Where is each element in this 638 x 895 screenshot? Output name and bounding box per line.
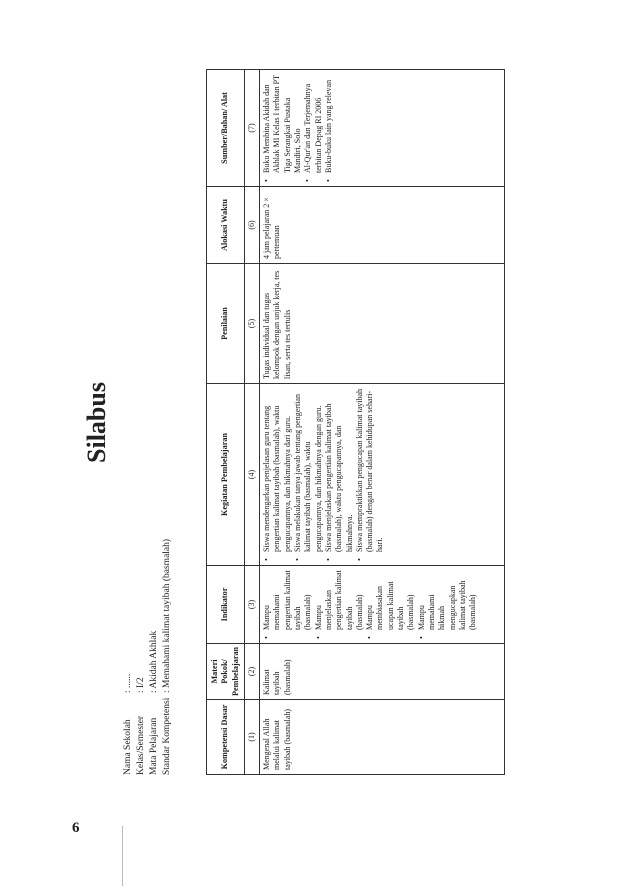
column-number: (7) bbox=[244, 70, 259, 187]
header-cell: Indikator bbox=[207, 566, 245, 644]
info-value: : ...... bbox=[123, 673, 133, 693]
info-row bbox=[161, 539, 174, 775]
cell-text: 4 jam pelajaran 2 × pertemuan bbox=[262, 197, 282, 259]
info-row bbox=[148, 539, 161, 775]
list-item: • Mampu menjelaskan pengertian kalimat tayibah (basmalah) bbox=[314, 570, 365, 630]
margin-rule bbox=[122, 826, 123, 886]
indikator-list bbox=[262, 570, 478, 639]
kegiatan-list bbox=[262, 388, 386, 561]
list-item: • Siswa menjelaskan pengertian kalimat tayibah (basmalah), waktu pengucapannya, dan hikmahnya. bbox=[324, 388, 355, 552]
materi-cell bbox=[260, 644, 505, 700]
table-row bbox=[260, 70, 505, 775]
rotated-landscape-content bbox=[72, 70, 502, 775]
column-number: (3) bbox=[244, 566, 259, 644]
list-item: • Mampu membiasakan ucapan kalimat tayibah (basmalah) bbox=[365, 570, 416, 630]
kegiatan-cell bbox=[260, 384, 505, 566]
syllabus-table bbox=[206, 69, 505, 775]
info-value: : I/2 bbox=[136, 677, 146, 693]
column-number: (1) bbox=[244, 700, 259, 775]
cell-text: Mengenal Allah melalui kalimat tayibah (basmalah) bbox=[262, 708, 292, 770]
header-cell: Kompetensi Dasar bbox=[207, 700, 245, 775]
info-row bbox=[122, 539, 135, 775]
penilaian-cell bbox=[260, 264, 505, 384]
table-header-row bbox=[207, 70, 245, 775]
column-number: (5) bbox=[244, 264, 259, 384]
column-number: (2) bbox=[244, 644, 259, 700]
info-label: Kelas/Semester bbox=[136, 715, 146, 775]
list-item: • Siswa melakukan tanya jawab tentang pengertian kalimat tayibah (basmalah), waktu pengucapannya, dan hikmahnya dengan guru. bbox=[293, 388, 324, 552]
info-value: : Akidah Akhlak bbox=[149, 630, 159, 693]
header-cell: Kegiatan Pembelajaran bbox=[207, 384, 245, 566]
cell-text: Kalimat tayibah (basmalah) bbox=[262, 659, 292, 695]
info-label: Mata Pelajaran bbox=[149, 717, 159, 775]
info-label: Nama Sekolah bbox=[123, 719, 133, 775]
kompetensi-dasar-cell bbox=[260, 700, 505, 775]
list-item: • Siswa mempraktikkan pengucapan kalimat tayibah (basmalah) dengan benar dalam kehidupan sehari-hari. bbox=[355, 388, 386, 552]
header-cell: Sumber/Bahan/ Alat bbox=[207, 70, 245, 187]
list-item: • Siswa mendengarkan penjelasan guru tentang pengertian kalimat tayibah (basmalah), waktu pengucapannya, dan hikmahnya dari guru. bbox=[262, 388, 293, 552]
header-cell: Materi Pokok/ Pembelajaran bbox=[207, 644, 245, 700]
sumber-cell bbox=[260, 70, 505, 187]
header-cell: Penilaian bbox=[207, 264, 245, 384]
column-number: (4) bbox=[244, 384, 259, 566]
info-label: Standar Kompetensi bbox=[162, 697, 172, 775]
info-value: : Memahami kalimat tayibah (basmalah) bbox=[162, 538, 172, 693]
cell-text: Tugas individual dan tugas kelompok dengan unjuk kerja, tes lisan, serta tes tertulis bbox=[262, 270, 292, 379]
sumber-list bbox=[262, 74, 334, 182]
page-title: Silabus bbox=[82, 382, 111, 463]
indikator-cell bbox=[260, 566, 505, 644]
header-cell: Alokasi Waktu bbox=[207, 187, 245, 264]
list-item: • Buku-buku lain yang relevan bbox=[324, 74, 334, 173]
list-item: • Mampu memahami pengertian kalimat tayibah (basmalah) bbox=[262, 570, 313, 630]
list-item: • Al-Qur'an dan Terjemahnya terbitan Depag RI 2006 bbox=[303, 74, 324, 173]
list-item: • Mampu memahami hikmah mengucapkan kalimat tayibah (basmalah) bbox=[417, 570, 479, 630]
alokasi-cell bbox=[260, 187, 505, 264]
column-number-row bbox=[244, 70, 259, 775]
column-number: (6) bbox=[244, 187, 259, 264]
info-row bbox=[135, 539, 148, 775]
list-item: • Buku Membina Akidah dan Akhlak MI Kelas I terbitan PT Tiga Serangkai Pustaka Mandiri, Solo bbox=[262, 74, 303, 173]
identity-block bbox=[122, 539, 174, 775]
page-number: 6 bbox=[72, 820, 80, 836]
